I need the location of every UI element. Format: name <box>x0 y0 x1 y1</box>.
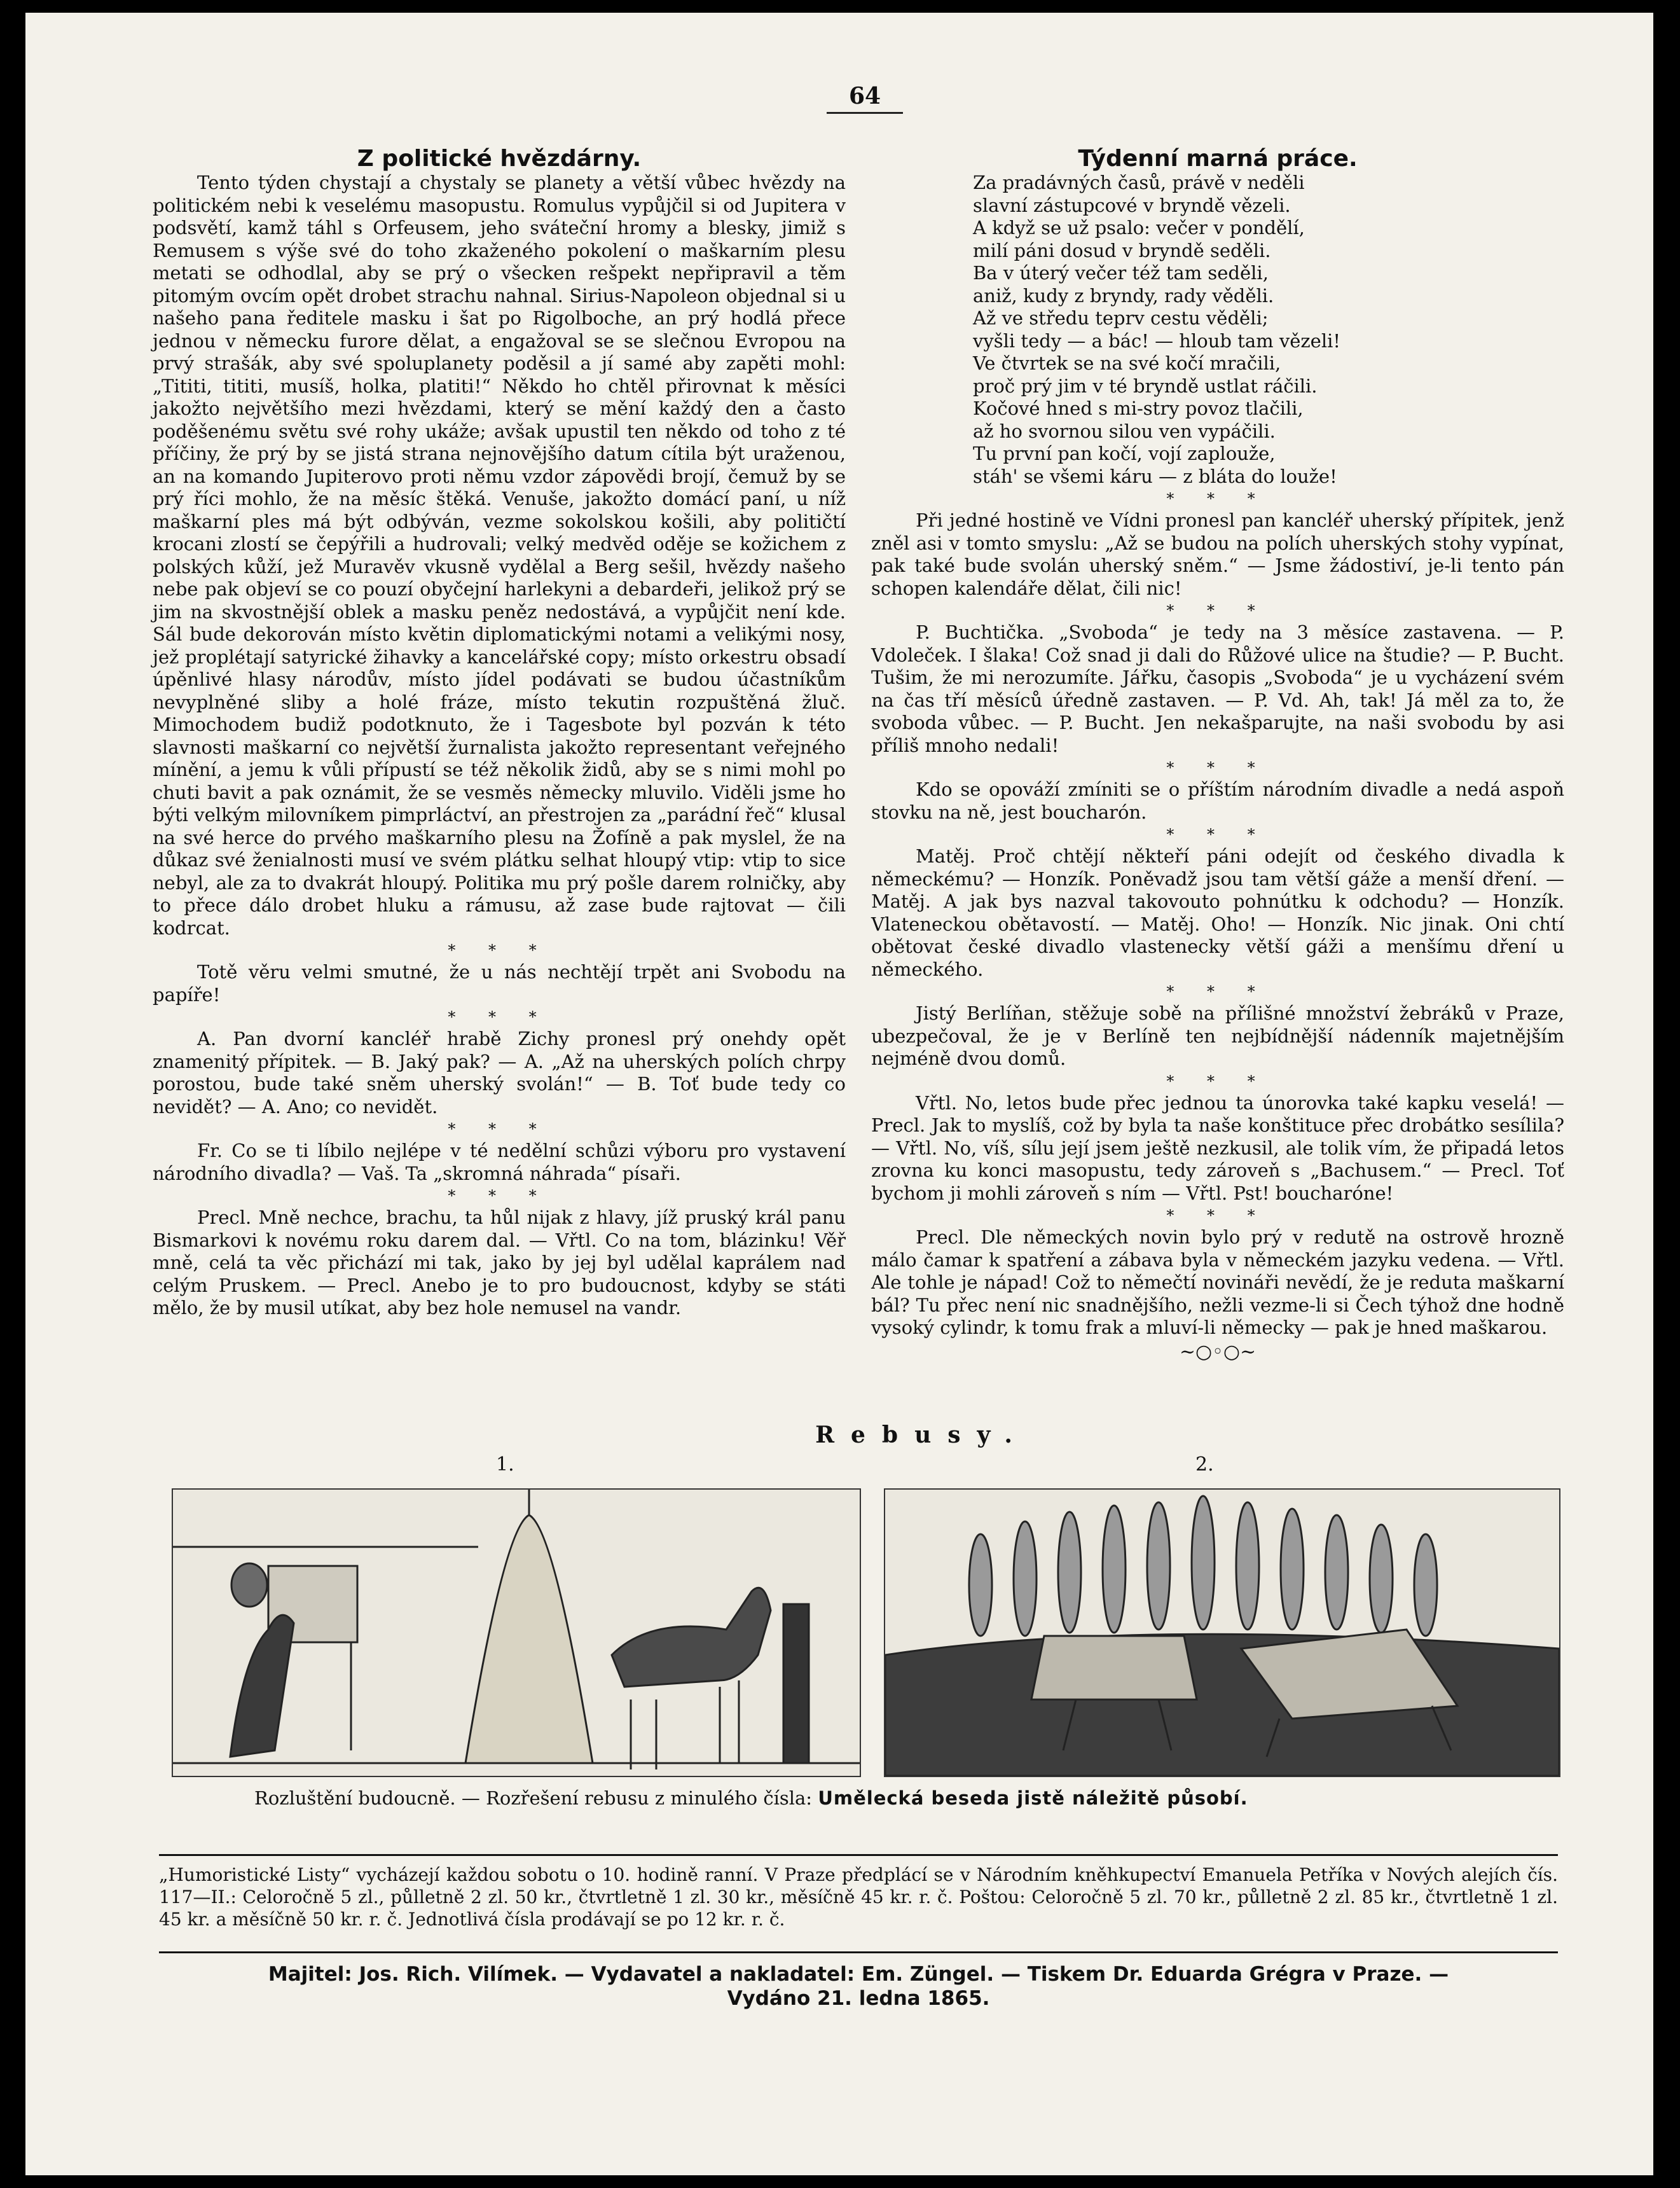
section-separator: * * * <box>1166 826 1269 843</box>
answer-solution: Umělecká beseda jistě náležitě působí. <box>818 1787 1248 1809</box>
article-paragraph: Tento týden chystají a chystaly se planety a větší vůbec hvězdy na politickém nebi k veselému masopustu. Romulus vypůjčil si od Jupitera v podsvětí, kamž táhl s Orfeusem, jeho sváteční hromy a blesky, jimiž s Remusem s výše své do toho zkaženého pokolení o maškarním plesu metati se odhodlal, aby se prý o všecken rešpekt nepřipravil a těm pitomým ovcím opět drobet strachu nahnal. Sirius-Napoleon objednal si u našeho pana ředitele masku i šat po Rigolboche, an prý hodlá přece jednou v německu furore dělat, a engažoval se se slečnou Evropou na prvý strašák, aby své spoluplanety poděsil a jí samé aby zapěti mohl: „Tititi, tititi, musíš, holka, platiti!“ Někdo ho chtěl přirovnat k měsíci jakožto největšího mezi hvězdami, který se mění každý den a často poděšenému světu své rohy ukáže; avšak upustil ten někdo od toho z té příčiny, že prý by se jistá strana nejnovějšího datum cítila být uraženou, an na komando Jupiterovo proti němu vzdor zápovědi brojí, čemuž by se prý říci mohlo, že na měsíc štěká. Venuše, jakožto domácí paní, u níž maškarní ples má být odbýván, vezme sokolskou košili, aby političtí krocani zlostí se čepýřili a hudrovali; velký medvěd oděje se kožichem z polských kůží, jež Muravěv vkusně vydělal a Berg sešil, hvězdy našeho nebe pak objeví se co pouzí obyčejní harlekyni a debardeři, jelikož prý se jim na skvostnější oblek a masku peněz nedostává, a vypůjčit není kde. Sál bude dekorován místo květin diplomatickými notami a velikými nosy, jež proplétají satyrické žihavky a kancelářské copy; místo orkestru obsadí úpěnlivé hlasy národův, místo jídel podávati se budou účastníkům nevyplněné sliby a holé fráze, místo tekutin rozpuštěná žluč. Mimochodem budiž podotknuto, že i Tagesbote byl pozván k této slavnosti maškarní co největší žurnalista jakožto representant veřejného mínění, a jemu k vůli přípustí se též několik židů, aby se s nimi mohl po chuti bavit a pak oznámit, že se vesměs německy mluvilo. Viděli jsme ho býti velkým milovníkem pimprláctví, an přestrojen za „parádní řeč“ klusal na své herce do prvého maškarního plesu na Žofíně a pak myslel, že na důkaz své ženialnosti musí ve svém plátku selhat hloupý vtip: vtip to sice nebyl, ale za to dvakrát hloupý. Politika mu prý pošle darem rolničky, aby to přece dálo drobet hluku a rámusu, až zase bude rajtovat — čili kodrcat. <box>153 172 846 939</box>
dialogue-paragraph: A. Pan dvorní kancléř hrabě Zichy pronesl prý onehdy opět znamenitý přípitek. — B. Jaký pak? — A. „Až na uherských polích chrpy porostou, bude také sněm uherský svolán!“ — B. Toť bude tedy co nevidět? — A. Ano; co nevidět. <box>153 1028 846 1118</box>
imprint-publisher: Majitel: Jos. Rich. Vilímek. — Vydavatel a nakladatel: Em. Züngel. — Tiskem Dr. Eduarda Grégra v Praze. — <box>268 1963 1449 1986</box>
footer-bottom-rule <box>159 1951 1558 1953</box>
article-paragraph: Jistý Berlíňan, stěžuje sobě na přílišné množství žebráků v Praze, ubezpečoval, že je v Berlíně ten nejbídnější nádenník majetnějším nejméně dvou domů. <box>871 1002 1564 1069</box>
dialogue-paragraph: Precl. Dle německých novin bylo prý v redutě na ostrově hrozně málo čamar k spatření a zábava byla v německém jazyku vedena. — Vřtl. Ale tohle je nápad! Což to němečtí novináři nevědí, že je reduta maškarní bál? Tu přec není nic snadnějšího, nežli vezme-li si Čech týhož dne hodně vysoký cylindr, k tomu frak a mluví-li německy — pak je hned maškarou. <box>871 1226 1564 1338</box>
section-separator: * * * <box>1166 490 1269 508</box>
footer-top-rule <box>159 1854 1558 1856</box>
section-separator: * * * <box>1166 1207 1269 1224</box>
section-separator: * * * <box>448 1120 551 1138</box>
section-separator: * * * <box>1166 602 1269 620</box>
end-ornament: ~○◦○~ <box>1179 1340 1257 1363</box>
section-separator: * * * <box>1166 1072 1269 1090</box>
imprint-date: Vydáno 21. ledna 1865. <box>727 1987 990 2010</box>
article-title-tydenni-marna-prace: Týdenní marná práce. <box>1078 146 1358 172</box>
poem-text: Za pradávných časů, právě v neděli slavní zástupcové v bryndě vězeli. A když se už psalo: večer v pondělí, milí páni dosud v bryndě seděli. Ba v úterý večer též tam seděli, aniž, kudy z bryndy, rady věděli. Až ve středu teprv cestu věděli; vyšli tedy — a bác! — hloub tam vězeli! Ve čtvrtek se na své kočí mračili, proč prý jim v té bryndě ustlat ráčili. Kočové hned s mi-stry povoz tlačili, až ho svornou silou ven vypáčili. Tu první pan kočí, vojí zaplouže, stáh' se všemi káru — z bláta do louže! <box>973 172 1341 487</box>
page-number: 64 <box>827 83 903 114</box>
rebus-answer-line <box>254 1787 1526 1809</box>
rebus-number-2: 2. <box>1195 1453 1214 1476</box>
article-paragraph: Při jedné hostině ve Vídni pronesl pan kancléř uherský přípitek, jenž zněl asi v tomto smyslu: „Až se budou na polích uherských stohy vypínat, pak také bude svolán uherský sněm.“ — Jsme žádostiví, je-li tento pán schopen kalendáře dělat, čili nic! <box>871 509 1564 599</box>
rebus-number-1: 1. <box>496 1453 514 1476</box>
dialogue-paragraph: Precl. Mně nechce, brachu, ta hůl nijak z hlavy, jíž pruský král panu Bismarkovi k novému roku darem dal. — Vřtl. Co na tom, blázinku! Věř mně, celá ta věc přichází mi tak, jako by jej byl udělal kaprálem nad celým Pruskem. — Precl. Anebo je to pro budoucnost, kdyby se státi mělo, že by musil utíkat, aby bez hole nemusel na vandr. <box>153 1207 846 1319</box>
imprint <box>159 1962 1558 2011</box>
rebus-section-title: Rebusy. <box>815 1422 1029 1448</box>
rebus-illustration-2 <box>884 1488 1560 1777</box>
section-separator: * * * <box>448 1008 551 1026</box>
section-separator: * * * <box>1166 983 1269 1001</box>
poem <box>871 172 1564 488</box>
dialogue-paragraph: Vřtl. No, letos bude přec jednou ta únorovka také kapku veselá! — Precl. Jak to myslíš, což by byla ta naše konštituce přec drobátko sesílila? — Vřtl. No, víš, sílu její jsem ještě nezkusil, ale tolik vím, že připadá letos zrovna ku konci masopustu, tedy zároveň s „Bachusem.“ — Precl. Toť bychom ji mohli zároveň s ním — Vřtl. Pst! boucharóne! <box>871 1091 1564 1204</box>
section-separator: * * * <box>448 941 551 959</box>
left-column <box>153 146 846 1320</box>
article-paragraph: Totě věru velmi smutné, že u nás nechtějí trpět ani Svobodu na papíře! <box>153 961 846 1006</box>
article-title-politicke-hvezdarny: Z politické hvězdárny. <box>357 146 642 172</box>
dialogue-paragraph: Matěj. Proč chtějí někteří páni odejít od českého divadla k německému? — Honzík. Poněvadž jsou tam větší gáže a menší dření. — Matěj. A jak bys nazval takovouto pohnútku k odchodu? — Honzík. Vlateneckou obětavostí. — Matěj. Oho! — Honzík. Nic jinak. Oni chtí obětovat české divadlo vlastenecky větší gáži a menšímu dření u německého. <box>871 845 1564 980</box>
answer-prefix: Rozluštění budoucně. — Rozřešení rebusu z minulého čísla: <box>254 1787 813 1809</box>
dialogue-paragraph: Fr. Co se ti líbilo nejlépe v té nedělní schůzi výboru pro vystavení národního divadla? — Vaš. Ta „skromná náhrada“ písaři. <box>153 1140 846 1184</box>
article-paragraph: Kdo se opováží zmíniti se o příštím národním divadle a nedá aspoň stovku na ně, jest boucharón. <box>871 779 1564 823</box>
dialogue-paragraph: P. Buchtička. „Svoboda“ je tedy na 3 měsíce zastavena. — P. Vdoleček. I šlaka! Což snad ji dali do Růžové ulice na študie? — P. Bucht. Tušim, že mi nerozumíte. Jářku, časopis „Svoboda“ je u vycházení svém na čas tří měsíců úředně zastaven. — P. Vd. Ah, tak! Já měl za to, že svoboda vůbec. — P. Bucht. Jen nekašparujte, na naši svobodu by asi příliš mnoho nedali! <box>871 621 1564 756</box>
section-separator: * * * <box>448 1187 551 1205</box>
subscription-info: „Humoristické Listy“ vycházejí každou sobotu o 10. hodině ranní. V Praze předplácí se v Národním kněhkupectví Emanuela Petříka v Nových alejích čís. 117—II.: Celoročně 5 zl., půlletně 2 zl. 50 kr., čtvrtletně 1 zl. 30 kr., měsíčně 45 kr. r. č. Poštou: Celoročně 5 zl. 70 kr., půlletně 2 zl. 85 kr., čtvrtletně 1 zl. 45 kr. a měsíčně 50 kr. r. č. Jednotlivá čísla prodávají se po 12 kr. r. č. <box>159 1864 1558 1930</box>
rebus-illustration-1 <box>172 1488 861 1777</box>
section-separator: * * * <box>1166 759 1269 777</box>
right-column <box>871 146 1564 1365</box>
